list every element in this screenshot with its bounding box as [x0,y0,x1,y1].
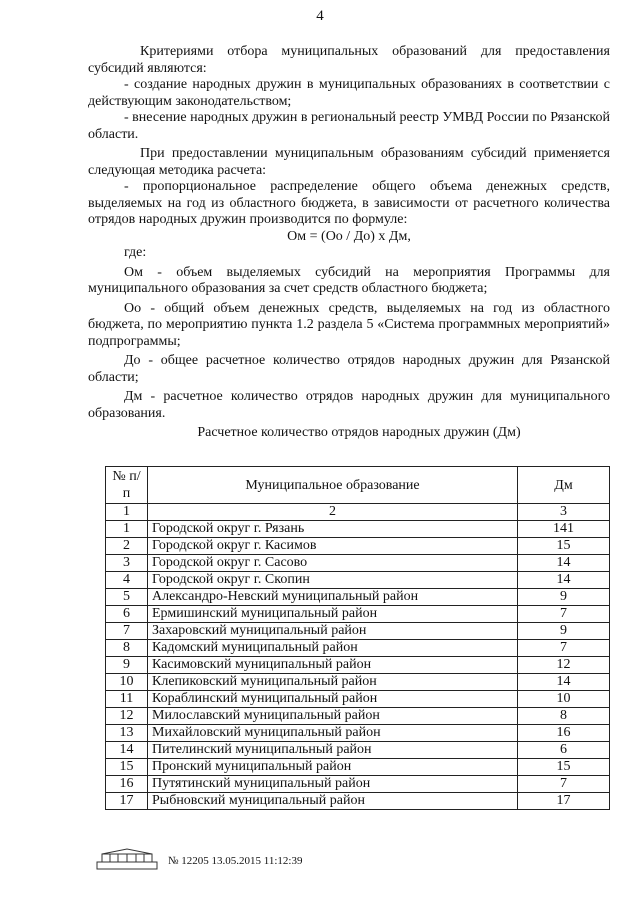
paragraph-criteria: Критериями отбора муниципальных образований для предоставления субсидий являются: [88,44,610,76]
row-municipality: Кадомский муниципальный район [148,640,518,657]
document-registration-mark: № 12205 13.05.2015 11:12:39 [168,855,303,867]
paragraph-distribution: - пропорциональное распределение общего объема денежных средств, выделяемых на год из областного бюджета, в зависимости от расчетного количества отрядов народных дружин производится по формуле: [88,179,610,227]
row-dm: 10 [518,691,610,708]
row-number: 15 [106,759,148,776]
row-dm: 12 [518,657,610,674]
formula: Ом = (Оо / До) х Дм, [287,228,411,244]
row-dm: 14 [518,555,610,572]
where-label: где: [124,245,147,260]
row-municipality: Городской округ г. Касимов [148,538,518,555]
row-number: 4 [106,572,148,589]
row-number: 12 [106,708,148,725]
row-municipality: Милославский муниципальный район [148,708,518,725]
table-row [106,623,610,640]
row-number: 5 [106,589,148,606]
row-municipality: Путятинский муниципальный район [148,776,518,793]
row-number: 9 [106,657,148,674]
table-row [106,640,610,657]
table-row [106,742,610,759]
row-dm: 16 [518,725,610,742]
col-number-2: 2 [148,504,518,521]
paragraph-method: При предоставлении муниципальным образованиям субсидий применяется следующая методика расчета: [88,146,610,178]
row-dm: 7 [518,606,610,623]
table-row [106,589,610,606]
header-number: № п/п [106,467,148,504]
definition-dm: Дм - расчетное количество отрядов народных дружин для муниципального образования. [88,389,610,421]
row-number: 1 [106,521,148,538]
page-number: 4 [316,8,324,24]
row-dm: 6 [518,742,610,759]
table-row [106,793,610,810]
row-number: 6 [106,606,148,623]
table-row [106,759,610,776]
row-municipality: Михайловский муниципальный район [148,725,518,742]
table-row [106,674,610,691]
table-row [106,521,610,538]
definition-do: До - общее расчетное количество отрядов народных дружин для Рязанской области; [88,353,610,385]
row-municipality: Пронский муниципальный район [148,759,518,776]
row-municipality: Ермишинский муниципальный район [148,606,518,623]
table-title: Расчетное количество отрядов народных дружин (Дм) [197,425,521,440]
table-row [106,555,610,572]
row-dm: 15 [518,538,610,555]
row-municipality: Касимовский муниципальный район [148,657,518,674]
table-row [106,538,610,555]
row-number: 14 [106,742,148,759]
row-dm: 14 [518,572,610,589]
districts-table [105,466,610,810]
table-row [106,725,610,742]
header-dm: Дм [518,467,610,504]
row-municipality: Городской округ г. Скопин [148,572,518,589]
row-number: 17 [106,793,148,810]
row-municipality: Городской округ г. Рязань [148,521,518,538]
col-number-1: 1 [106,504,148,521]
col-number-3: 3 [518,504,610,521]
row-municipality: Кораблинский муниципальный район [148,691,518,708]
row-number: 8 [106,640,148,657]
row-dm: 141 [518,521,610,538]
document-body [88,44,610,442]
table-row [106,691,610,708]
table-row [106,606,610,623]
table-row [106,708,610,725]
definition-om: Ом - объем выделяемых субсидий на мероприятия Программы для муниципального образования за счет средств областного бюджета; [88,264,610,296]
row-dm: 7 [518,640,610,657]
row-number: 13 [106,725,148,742]
row-dm: 8 [518,708,610,725]
paragraph-criterion-2: - внесение народных дружин в региональный реестр УМВД России по Рязанской области. [88,110,610,142]
row-number: 16 [106,776,148,793]
definition-oo: Оо - общий объем денежных средств, выделяемых на год из областного бюджета, по мероприятию пункта 1.2 раздела 5 «Система программных мероприятий» подпрограммы; [88,300,610,349]
row-dm: 14 [518,674,610,691]
table-body [106,521,610,810]
row-dm: 15 [518,759,610,776]
paragraph-criterion-1: - создание народных дружин в муниципальных образованиях в соответствии с действующим законодательством; [88,77,610,109]
row-municipality: Александро-Невский муниципальный район [148,589,518,606]
row-municipality: Пителинский муниципальный район [148,742,518,759]
row-number: 10 [106,674,148,691]
row-number: 11 [106,691,148,708]
row-dm: 9 [518,623,610,640]
row-municipality: Захаровский муниципальный район [148,623,518,640]
row-dm: 7 [518,776,610,793]
row-dm: 9 [518,589,610,606]
table-row [106,572,610,589]
table-row [106,776,610,793]
header-municipality: Муниципальное образование [148,467,518,504]
row-number: 7 [106,623,148,640]
table-row [106,657,610,674]
row-dm: 17 [518,793,610,810]
row-municipality: Рыбновский муниципальный район [148,793,518,810]
row-number: 3 [106,555,148,572]
table-header-row [106,467,610,504]
row-number: 2 [106,538,148,555]
column-number-row [106,504,610,521]
row-municipality: Городской округ г. Сасово [148,555,518,572]
row-municipality: Клепиковский муниципальный район [148,674,518,691]
building-stamp-icon [96,848,158,870]
